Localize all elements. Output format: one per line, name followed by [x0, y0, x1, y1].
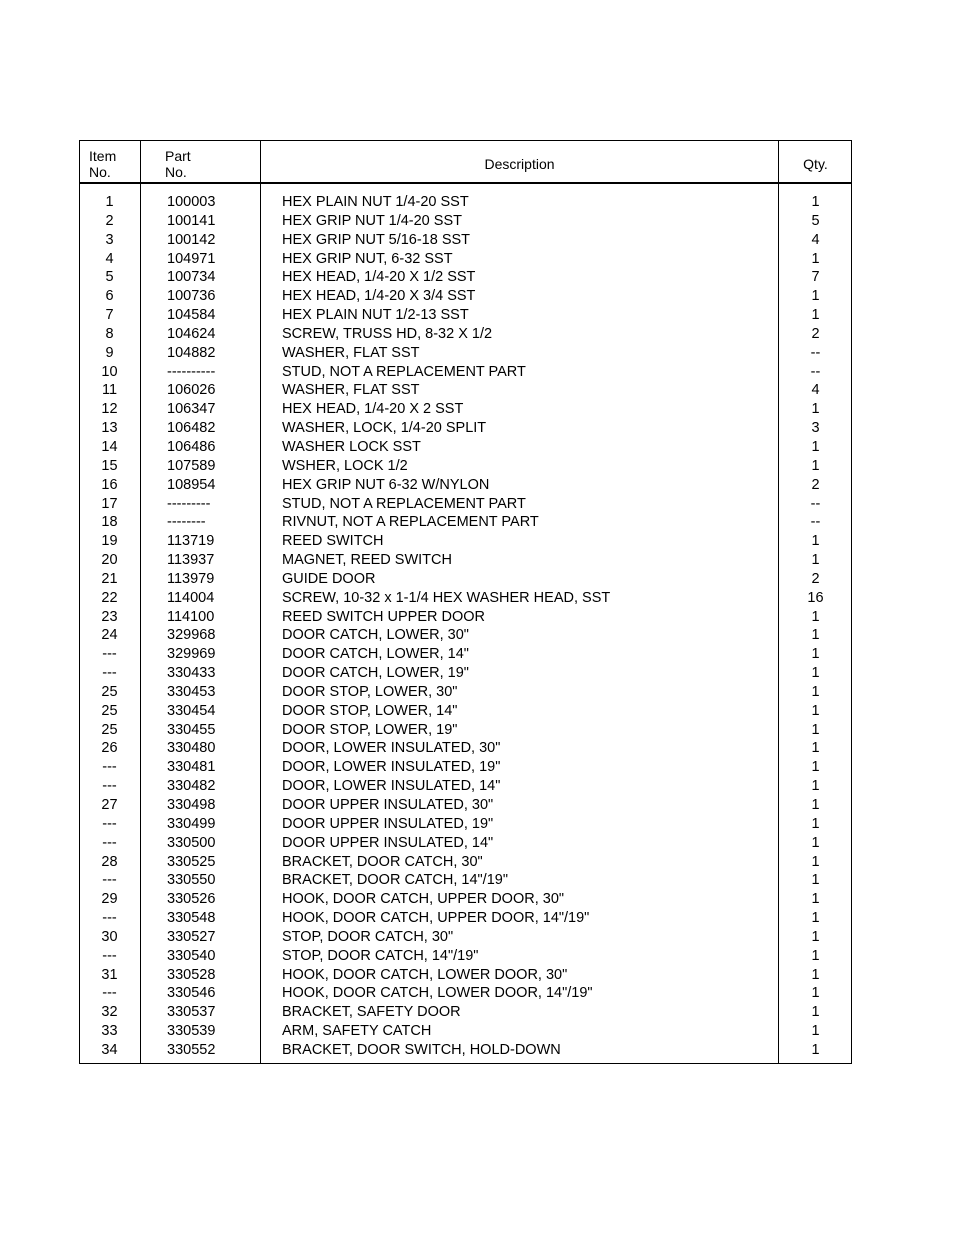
- qty-cell: 1: [811, 194, 820, 210]
- description-cell: HEX HEAD, 1/4-20 X 1/2 SST: [282, 269, 476, 286]
- description-cell: STOP, DOOR CATCH, 14"/19": [282, 947, 479, 964]
- description-cell: DOOR UPPER INSULATED, 30": [282, 797, 494, 813]
- description-cell: HEX PLAIN NUT 1/2-13 SST: [282, 307, 469, 324]
- qty-cell: 1: [811, 985, 820, 1002]
- table-row: [80, 193, 851, 212]
- table-row: [80, 777, 851, 796]
- qty-cell: 1: [811, 250, 820, 267]
- description-cell: HEX HEAD, 1/4-20 X 3/4 SST: [282, 288, 476, 305]
- table-row: [80, 984, 851, 1003]
- item-no-cell: 11: [101, 382, 118, 399]
- table-row: [80, 212, 851, 231]
- part-no-cell: 330526: [167, 891, 216, 908]
- table-row: [80, 739, 851, 758]
- part-no-cell: 104624: [167, 325, 216, 342]
- qty-cell: 1: [811, 947, 820, 964]
- table-row: [80, 947, 851, 966]
- item-no-cell: 24: [101, 627, 118, 644]
- part-no-cell: 330498: [167, 797, 216, 813]
- table-row: [80, 1041, 851, 1060]
- description-cell: MAGNET, REED SWITCH: [282, 552, 452, 569]
- table-row: [80, 815, 851, 834]
- part-no-cell: 100141: [167, 212, 216, 229]
- part-no-cell: 100142: [167, 231, 216, 248]
- qty-cell: 1: [811, 665, 820, 682]
- part-no-cell: 330548: [167, 910, 216, 927]
- qty-cell: --: [810, 344, 821, 361]
- description-cell: DOOR, LOWER INSULATED, 30": [282, 740, 501, 757]
- header-part-no: [165, 148, 191, 180]
- table-row: [80, 250, 851, 269]
- item-no-cell: 25: [101, 683, 118, 700]
- qty-cell: 1: [811, 627, 820, 644]
- table-row: [80, 381, 851, 400]
- table-row: [80, 834, 851, 853]
- description-cell: HEX GRIP NUT 6-32 W/NYLON: [282, 476, 490, 493]
- part-no-cell: 329968: [167, 627, 216, 644]
- item-no-cell: 14: [101, 438, 118, 455]
- parts-table: [79, 140, 852, 1064]
- table-row: [80, 1022, 851, 1041]
- description-cell: BRACKET, DOOR CATCH, 30": [282, 853, 483, 870]
- qty-cell: --: [810, 363, 821, 380]
- item-no-cell: 34: [101, 1041, 118, 1058]
- table-row: [80, 268, 851, 287]
- part-no-cell: 329969: [167, 646, 216, 663]
- header-divider: [80, 182, 851, 184]
- description-cell: HOOK, DOOR CATCH, UPPER DOOR, 30": [282, 891, 565, 908]
- item-no-cell: ---: [102, 910, 117, 927]
- item-no-cell: 30: [101, 928, 118, 945]
- qty-cell: --: [810, 495, 821, 512]
- table-row: [80, 495, 851, 514]
- description-cell: WASHER, FLAT SST: [282, 382, 420, 399]
- description-cell: BRACKET, DOOR SWITCH, HOLD-DOWN: [282, 1041, 561, 1058]
- part-no-cell: 330433: [167, 665, 216, 682]
- item-no-cell: 4: [105, 250, 114, 267]
- table-row: [80, 890, 851, 909]
- description-cell: DOOR UPPER INSULATED, 19": [282, 815, 494, 832]
- item-no-cell: ---: [102, 778, 117, 795]
- part-no-cell: --------: [167, 514, 206, 531]
- qty-cell: 1: [811, 646, 820, 663]
- table-row: [80, 306, 851, 325]
- description-cell: HEX GRIP NUT 5/16-18 SST: [282, 231, 471, 248]
- qty-cell: 2: [811, 570, 820, 587]
- qty-cell: 1: [811, 307, 820, 324]
- qty-cell: 1: [811, 834, 820, 851]
- part-no-cell: 113979: [167, 570, 215, 587]
- part-no-cell: 330552: [167, 1041, 216, 1058]
- qty-cell: 1: [811, 1041, 820, 1058]
- description-cell: STOP, DOOR CATCH, 30": [282, 928, 454, 945]
- part-no-cell: 108954: [167, 476, 216, 493]
- qty-cell: 1: [811, 891, 820, 908]
- part-no-cell: 330539: [167, 1023, 216, 1040]
- item-no-cell: 7: [105, 307, 114, 324]
- item-no-cell: 17: [101, 495, 118, 512]
- item-no-cell: 33: [101, 1023, 118, 1040]
- item-no-cell: 26: [101, 740, 118, 757]
- header-part-line1: Part: [165, 148, 191, 164]
- description-cell: WASHER, LOCK, 1/4-20 SPLIT: [282, 420, 487, 437]
- item-no-cell: 25: [101, 721, 118, 738]
- qty-cell: 1: [811, 759, 820, 776]
- part-no-cell: 106486: [167, 438, 216, 455]
- description-cell: WASHER, FLAT SST: [282, 344, 420, 361]
- qty-cell: 1: [811, 552, 820, 569]
- table-row: [80, 702, 851, 721]
- item-no-cell: 3: [105, 231, 114, 248]
- item-no-cell: 19: [101, 533, 118, 550]
- item-no-cell: 8: [105, 325, 114, 342]
- part-no-cell: 106347: [167, 401, 216, 418]
- item-no-cell: ---: [102, 985, 117, 1002]
- item-no-cell: 16: [101, 476, 118, 493]
- qty-cell: 1: [811, 910, 820, 927]
- table-row: [80, 645, 851, 664]
- table-row: [80, 476, 851, 495]
- part-no-cell: 330546: [167, 985, 216, 1002]
- part-no-cell: 330525: [167, 853, 216, 870]
- qty-cell: 5: [811, 212, 820, 229]
- description-cell: DOOR STOP, LOWER, 14": [282, 702, 458, 719]
- item-no-cell: ---: [102, 947, 117, 964]
- qty-cell: 2: [811, 325, 820, 342]
- table-row: [80, 438, 851, 457]
- header-description: Description: [484, 156, 555, 172]
- part-no-cell: 330480: [167, 740, 216, 757]
- table-row: [80, 796, 851, 815]
- item-no-cell: 25: [101, 702, 118, 719]
- table-row: [80, 664, 851, 683]
- item-no-cell: 1: [105, 194, 114, 210]
- item-no-cell: 21: [101, 570, 118, 587]
- description-cell: DOOR STOP, LOWER, 30": [282, 683, 458, 700]
- part-no-cell: 106482: [167, 420, 216, 437]
- item-no-cell: 23: [101, 608, 118, 625]
- table-row: [80, 683, 851, 702]
- qty-cell: 4: [811, 382, 820, 399]
- table-row: [80, 871, 851, 890]
- item-no-cell: 13: [101, 420, 118, 437]
- description-cell: BRACKET, DOOR CATCH, 14"/19": [282, 872, 508, 889]
- header-qty: Qty.: [803, 156, 828, 172]
- part-no-cell: 107589: [167, 457, 216, 474]
- qty-cell: 1: [811, 457, 820, 474]
- part-no-cell: 106026: [167, 382, 216, 399]
- table-row: [80, 287, 851, 306]
- qty-cell: 1: [811, 797, 820, 813]
- part-no-cell: 114004: [167, 589, 215, 606]
- qty-cell: 1: [811, 815, 820, 832]
- qty-cell: 3: [811, 420, 820, 437]
- table-row: [80, 966, 851, 985]
- item-no-cell: ---: [102, 815, 117, 832]
- header-part-line2: No.: [165, 164, 187, 180]
- part-no-cell: 330499: [167, 815, 216, 832]
- part-no-cell: 330540: [167, 947, 216, 964]
- description-cell: RIVNUT, NOT A REPLACEMENT PART: [282, 514, 539, 531]
- qty-cell: 1: [811, 401, 820, 418]
- table-row: [80, 626, 851, 645]
- part-no-cell: 100003: [167, 194, 216, 210]
- qty-cell: 4: [811, 231, 820, 248]
- table-row: [80, 363, 851, 382]
- item-no-cell: 32: [101, 1004, 118, 1021]
- item-no-cell: ---: [102, 759, 117, 776]
- description-cell: DOOR, LOWER INSULATED, 19": [282, 759, 501, 776]
- table-row: [80, 853, 851, 872]
- table-row: [80, 608, 851, 627]
- table-row: [80, 419, 851, 438]
- description-cell: SCREW, TRUSS HD, 8-32 X 1/2: [282, 325, 493, 342]
- qty-cell: 1: [811, 1004, 820, 1021]
- qty-cell: 1: [811, 702, 820, 719]
- qty-cell: --: [810, 514, 821, 531]
- description-cell: HEX GRIP NUT 1/4-20 SST: [282, 212, 462, 229]
- table-row: [80, 551, 851, 570]
- part-no-cell: 330481: [167, 759, 216, 776]
- item-no-cell: ---: [102, 646, 117, 663]
- part-no-cell: 330500: [167, 834, 216, 851]
- description-cell: DOOR CATCH, LOWER, 19": [282, 665, 469, 682]
- table-row: [80, 231, 851, 250]
- qty-cell: 1: [811, 966, 820, 983]
- description-cell: HEX PLAIN NUT 1/4-20 SST: [282, 194, 469, 210]
- qty-cell: 16: [807, 589, 824, 606]
- table-row: [80, 400, 851, 419]
- table-row: [80, 928, 851, 947]
- description-cell: HOOK, DOOR CATCH, LOWER DOOR, 30": [282, 966, 568, 983]
- part-no-cell: 104971: [167, 250, 216, 267]
- description-cell: REED SWITCH: [282, 533, 384, 550]
- table-row: [80, 570, 851, 589]
- table-row: [80, 721, 851, 740]
- description-cell: REED SWITCH UPPER DOOR: [282, 608, 486, 625]
- part-no-cell: 330454: [167, 702, 216, 719]
- qty-cell: 1: [811, 778, 820, 795]
- description-cell: BRACKET, SAFETY DOOR: [282, 1004, 461, 1021]
- description-cell: STUD, NOT A REPLACEMENT PART: [282, 363, 526, 380]
- qty-cell: 1: [811, 721, 820, 738]
- item-no-cell: ---: [102, 872, 117, 889]
- table-row: [80, 513, 851, 532]
- description-cell: HEX HEAD, 1/4-20 X 2 SST: [282, 401, 464, 418]
- description-cell: HOOK, DOOR CATCH, UPPER DOOR, 14"/19": [282, 910, 590, 927]
- table-row: [80, 758, 851, 777]
- part-no-cell: 330537: [167, 1004, 216, 1021]
- item-no-cell: 15: [101, 457, 118, 474]
- part-no-cell: 330455: [167, 721, 216, 738]
- header-item-line2: No.: [89, 164, 111, 180]
- part-no-cell: 104584: [167, 307, 216, 324]
- qty-cell: 1: [811, 683, 820, 700]
- table-body: [80, 193, 851, 1060]
- part-no-cell: 114100: [167, 608, 215, 625]
- item-no-cell: 18: [101, 514, 118, 531]
- table-row: [80, 1003, 851, 1022]
- description-cell: HEX GRIP NUT, 6-32 SST: [282, 250, 453, 267]
- part-no-cell: 113937: [167, 552, 215, 569]
- part-no-cell: ---------: [167, 495, 211, 512]
- description-cell: GUIDE DOOR: [282, 570, 376, 587]
- qty-cell: 1: [811, 1023, 820, 1040]
- description-cell: DOOR UPPER INSULATED, 14": [282, 834, 494, 851]
- item-no-cell: 29: [101, 891, 118, 908]
- qty-cell: 1: [811, 928, 820, 945]
- part-no-cell: 104882: [167, 344, 216, 361]
- item-no-cell: ---: [102, 834, 117, 851]
- description-cell: STUD, NOT A REPLACEMENT PART: [282, 495, 526, 512]
- part-no-cell: 330550: [167, 872, 216, 889]
- description-cell: SCREW, 10-32 x 1-1/4 HEX WASHER HEAD, SST: [282, 589, 611, 606]
- table-row: [80, 457, 851, 476]
- qty-cell: 1: [811, 740, 820, 757]
- part-no-cell: 100736: [167, 288, 216, 305]
- table-row: [80, 532, 851, 551]
- qty-cell: 7: [811, 269, 820, 286]
- item-no-cell: 5: [105, 269, 114, 286]
- table-row: [80, 344, 851, 363]
- table-row: [80, 589, 851, 608]
- item-no-cell: 9: [105, 344, 114, 361]
- item-no-cell: 22: [101, 589, 118, 606]
- qty-cell: 1: [811, 853, 820, 870]
- item-no-cell: 27: [101, 797, 118, 813]
- table-row: [80, 325, 851, 344]
- description-cell: ARM, SAFETY CATCH: [282, 1023, 432, 1040]
- description-cell: DOOR CATCH, LOWER, 14": [282, 646, 469, 663]
- part-no-cell: 100734: [167, 269, 216, 286]
- qty-cell: 1: [811, 438, 820, 455]
- description-cell: DOOR, LOWER INSULATED, 14": [282, 778, 501, 795]
- description-cell: WSHER, LOCK 1/2: [282, 457, 408, 474]
- table-row: [80, 909, 851, 928]
- item-no-cell: ---: [102, 665, 117, 682]
- part-no-cell: 330528: [167, 966, 216, 983]
- qty-cell: 1: [811, 872, 820, 889]
- header-item-line1: Item: [89, 148, 117, 164]
- item-no-cell: 2: [105, 212, 114, 229]
- item-no-cell: 31: [101, 966, 118, 983]
- part-no-cell: 330453: [167, 683, 216, 700]
- part-no-cell: 113719: [167, 533, 215, 550]
- description-cell: DOOR STOP, LOWER, 19": [282, 721, 458, 738]
- part-no-cell: 330527: [167, 928, 216, 945]
- qty-cell: 1: [811, 288, 820, 305]
- item-no-cell: 20: [101, 552, 118, 569]
- description-cell: WASHER LOCK SST: [282, 438, 421, 455]
- qty-cell: 2: [811, 476, 820, 493]
- qty-cell: 1: [811, 533, 820, 550]
- description-cell: DOOR CATCH, LOWER, 30": [282, 627, 469, 644]
- qty-cell: 1: [811, 608, 820, 625]
- header-item-no: [89, 148, 116, 180]
- description-cell: HOOK, DOOR CATCH, LOWER DOOR, 14"/19": [282, 985, 593, 1002]
- part-no-cell: 330482: [167, 778, 216, 795]
- item-no-cell: 28: [101, 853, 118, 870]
- part-no-cell: ----------: [167, 363, 216, 380]
- item-no-cell: 10: [101, 363, 118, 380]
- item-no-cell: 6: [105, 288, 114, 305]
- item-no-cell: 12: [101, 401, 118, 418]
